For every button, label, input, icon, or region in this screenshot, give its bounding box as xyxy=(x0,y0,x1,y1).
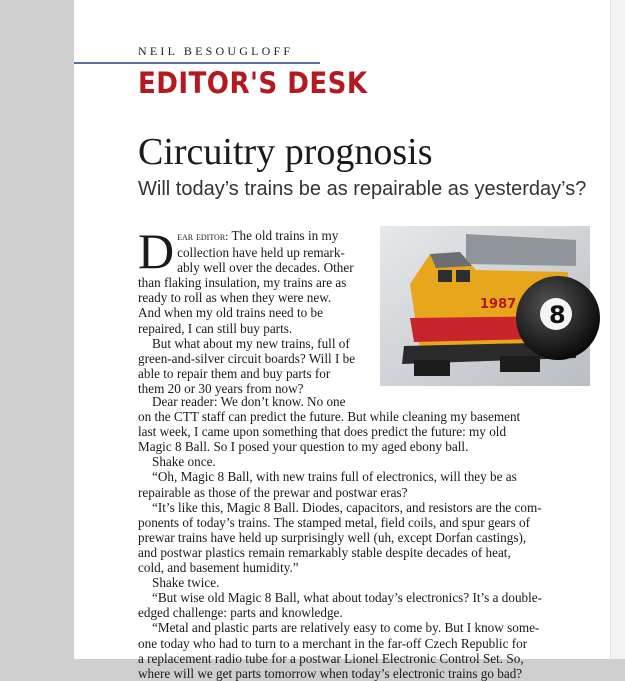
header-rule xyxy=(74,62,320,64)
body-line: edged challenge: parts and knowledge. xyxy=(138,605,343,621)
article-subhead: Will today’s trains be as repairable as yesterday’s? xyxy=(138,178,587,200)
body-line: and postwar plastics remain remarkably stable despite decades of heat, xyxy=(138,544,511,560)
intro-smallcaps: ear editor: xyxy=(177,231,229,243)
body-line: one today who had to turn to a merchant in the far-off Czech Republic for xyxy=(138,635,528,651)
col-line: collection have held up remark- xyxy=(177,245,345,261)
section-title: EDITOR'S DESK xyxy=(138,66,368,100)
body-line: repairable as those of the prewar and postwar eras? xyxy=(138,484,408,500)
col-line: repaired, I can still buy parts. xyxy=(138,320,293,336)
col-line: The old trains in my xyxy=(231,228,339,243)
body-line: Magic 8 Ball. So I posed your question to my aged ebony ball. xyxy=(138,439,469,455)
col-line: But what about my new trains, full of xyxy=(152,335,350,351)
body-line: prewar trains have held up surprisingly well (uh, except Dorfan castings), xyxy=(138,529,527,545)
col-line: And when my old trains need to be xyxy=(138,305,323,321)
body-line: “Oh, Magic 8 Ball, with new trains full of electronics, will they be as xyxy=(152,469,517,485)
ball-number: 8 xyxy=(549,301,566,329)
body-line: where will we get parts tomorrow when today’s electronic trains go bad? xyxy=(138,665,523,681)
col-line: ready to roll as when they were new. xyxy=(138,290,332,306)
body-line: “But wise old Magic 8 Ball, what about today’s electronics? It’s a double- xyxy=(152,590,543,606)
col-line: ably well over the decades. Other xyxy=(177,260,354,276)
byline: NEIL BESOUGLOFF xyxy=(138,44,294,58)
full-width-text xyxy=(138,394,590,681)
train-photo xyxy=(380,226,590,386)
body-line: “It’s like this, Magic 8 Ball. Diodes, capacitors, and resistors are the com- xyxy=(152,499,542,515)
body-line: a replacement radio tube for a postwar Lionel Electronic Control Set. So, xyxy=(138,650,524,666)
body-line: on the CTT staff can predict the future. But while cleaning my basement xyxy=(138,409,521,425)
col-line: them 20 or 30 years from now? xyxy=(138,380,304,396)
body-line: Shake twice. xyxy=(152,575,220,591)
magazine-page xyxy=(74,0,610,681)
body-line: cold, and basement humidity.” xyxy=(138,560,299,576)
article-headline: Circuitry prognosis xyxy=(138,131,433,173)
body-line: “Metal and plastic parts are relatively easy to come by. But I know some- xyxy=(152,620,540,636)
col-line: than flaking insulation, my trains are as xyxy=(138,275,347,291)
drop-cap: D xyxy=(138,223,175,279)
narrow-column xyxy=(138,223,370,396)
page-edge xyxy=(610,0,625,659)
body-line: Shake once. xyxy=(152,454,216,470)
locomotive-illustration xyxy=(380,226,590,386)
body-line: last week, I came upon something that does predict the future: my old xyxy=(138,424,507,440)
body-line: Dear reader: We don’t know. No one xyxy=(152,394,346,409)
col-line: able to repair them and buy parts for xyxy=(138,365,331,381)
col-line: green-and-silver circuit boards? Will I be xyxy=(138,350,356,366)
body-line: ponents of today’s trains. The stamped metal, field coils, and spur gears of xyxy=(138,514,530,530)
loco-number: 1987 xyxy=(480,297,517,312)
